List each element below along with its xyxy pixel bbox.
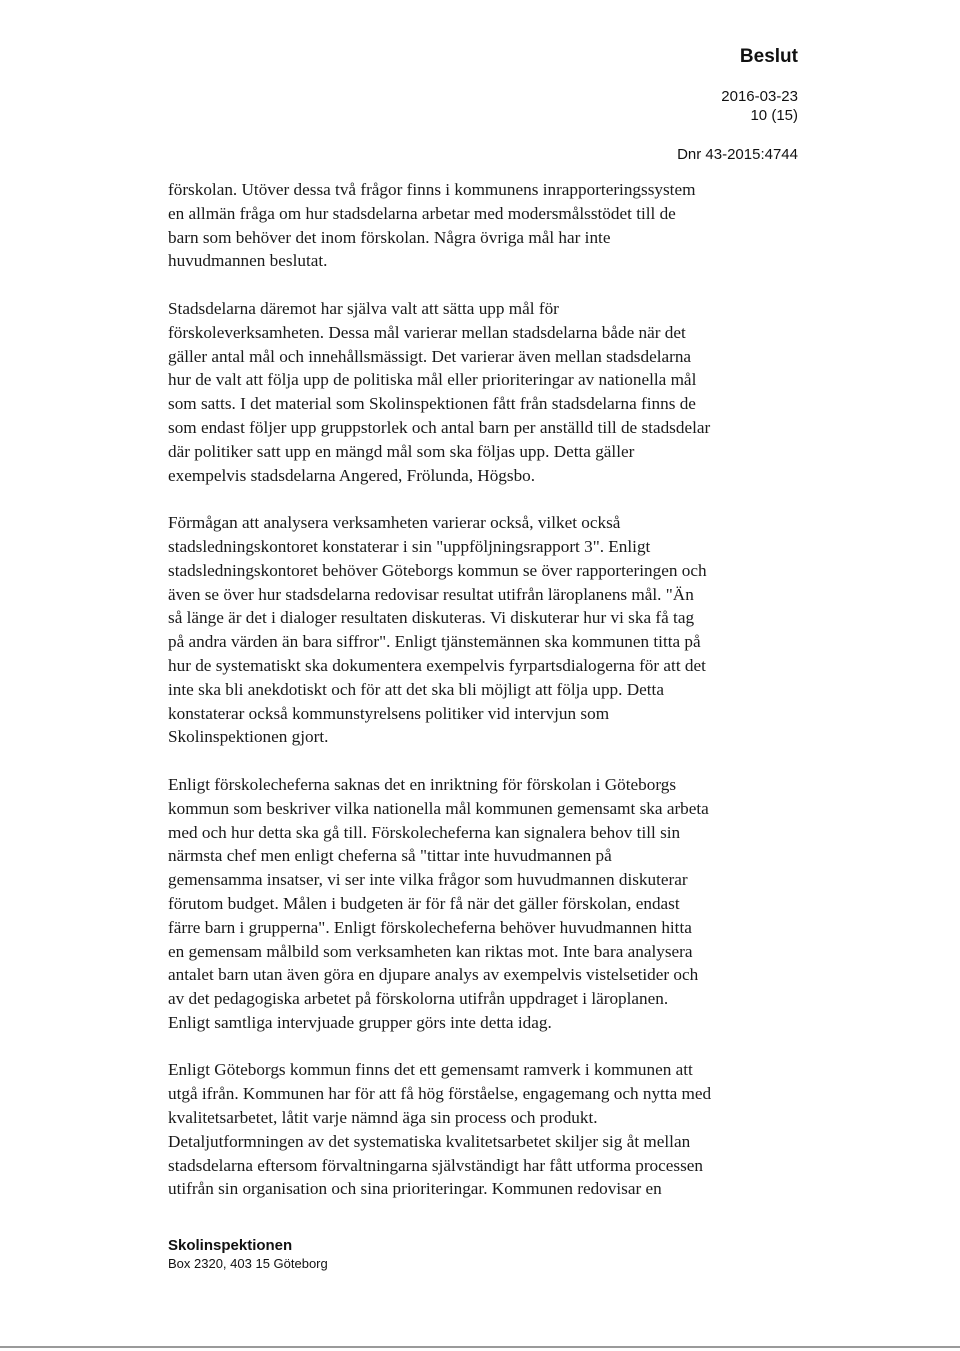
text-line: Enligt förskolecheferna saknas det en inriktning för förskolan i Göteborgs [168,774,677,794]
text-line: även se över hur stadsdelarna redovisar resultat utifrån läroplanens mål. "Än [168,584,694,604]
text-line: kvalitetsarbetet, låtit varje nämnd äga sin process och produkt. [168,1108,598,1128]
text-line: Enligt Göteborgs kommun finns det ett gemensamt ramverk i kommunen att [168,1060,693,1080]
text-line: stadsledningskontoret behöver Göteborgs kommun se över rapporteringen och [168,560,707,580]
text-line: Enligt samtliga intervjuade grupper görs inte detta idag. [168,1012,552,1032]
text-line: stadsdelarna eftersom förvaltningarna självständigt har fått utforma processen [168,1155,704,1175]
text-line: förskolan. Utöver dessa två frågor finns i kommunens inrapporteringssystem [168,180,696,199]
bottom-edge-divider [0,1346,960,1348]
page-number: 10 (15) [750,107,798,124]
footer-organization: Skolinspektionen [168,1237,293,1254]
text-line: Skolinspektionen gjort. [168,727,329,747]
text-line: gäller antal mål och innehållsmässigt. Det varierar även mellan stadsdelarna [168,346,692,366]
text-line: utifrån sin organisation och sina prioriteringar. Kommunen redovisar en [168,1179,662,1199]
text-line: så länge är det i dialoger resultaten diskuteras. Vi diskuterar hur vi ska få tag [168,608,695,628]
text-line: Detaljutformningen av det systematiska kvalitetsarbetet skiljer sig åt mellan [168,1131,691,1151]
text-line: där politiker satt upp en mängd mål som ska följas upp. Detta gäller [168,441,635,461]
text-line: stadsledningskontoret konstaterar i sin "uppföljningsrapport 3". Enligt [168,536,651,556]
paragraph-4 [168,773,800,1035]
text-line: förutom budget. Målen i budgeten är för få när det gäller förskolan, endast [168,893,680,913]
document-date: 2016-03-23 [721,88,798,105]
diary-number: Dnr 43-2015:4744 [677,146,798,163]
document-body [168,178,800,1225]
text-line: utgå ifrån. Kommunen har för att få hög förståelse, engagemang och nytta med [168,1084,712,1104]
paragraph-3 [168,511,800,749]
text-line: konstaterar också kommunstyrelsens politiker vid intervjun som [168,703,610,723]
text-line: barn som behöver det inom förskolan. Några övriga mål har inte [168,227,611,247]
text-line: som endast följer upp gruppstorlek och antal barn per anställd till de stadsdelar [168,417,711,437]
text-line: kommun som beskriver vilka nationella mål kommunen gemensamt ska arbeta [168,798,709,818]
paragraph-2 [168,297,800,487]
text-line: antalet barn utan även göra en djupare analys av exempelvis vistelsetider och [168,965,699,985]
text-line: inte ska bli anekdotiskt och för att det ska bli möjligt att följa upp. Detta [168,679,664,699]
text-line: färre barn i grupperna". Enligt förskolecheferna behöver huvudmannen hitta [168,917,692,937]
text-line: hur de systematiskt ska dokumentera exempelvis fyrpartsdialogerna för att det [168,655,706,675]
text-line: med och hur detta ska gå till. Förskolecheferna kan signalera behov till sin [168,822,681,842]
text-line: förskoleverksamheten. Dessa mål varierar mellan stadsdelarna både när det [168,322,686,342]
paragraph-5 [168,1058,800,1201]
text-line: exempelvis stadsdelarna Angered, Frölunda, Högsbo. [168,465,536,485]
text-line: en allmän fråga om hur stadsdelarna arbetar med modersmålsstödet till de [168,203,676,223]
document-type: Beslut [739,46,798,67]
text-line: en gemensam målbild som verksamheten kan riktas mot. Inte bara analysera [168,941,693,961]
footer-address: Box 2320, 403 15 Göteborg [168,1256,328,1271]
text-line: gemensamma insatser, vi ser inte vilka frågor som huvudmannen diskuterar [168,870,688,890]
text-line: av det pedagogiska arbetet på förskolorna utifrån uppdraget i läroplanen. [168,989,669,1009]
text-line: hur de valt att följa upp de politiska mål eller prioriteringar av nationella mål [168,370,697,390]
footer [168,1236,328,1272]
text-line: Stadsdelarna däremot har själva valt att sätta upp mål för [168,298,559,318]
text-line: som satts. I det material som Skolinspektionen fått från stadsdelarna finns de [168,394,696,414]
paragraph-1 [168,178,800,273]
text-line: huvudmannen beslutat. [168,251,328,271]
text-line: Förmågan att analysera verksamheten varierar också, vilket också [168,513,621,533]
text-line: närmsta chef men enligt cheferna så "tittar inte huvudmannen på [168,846,612,866]
text-line: på andra värden än bara siffror". Enligt tjänstemännen ska kommunen titta på [168,632,701,652]
